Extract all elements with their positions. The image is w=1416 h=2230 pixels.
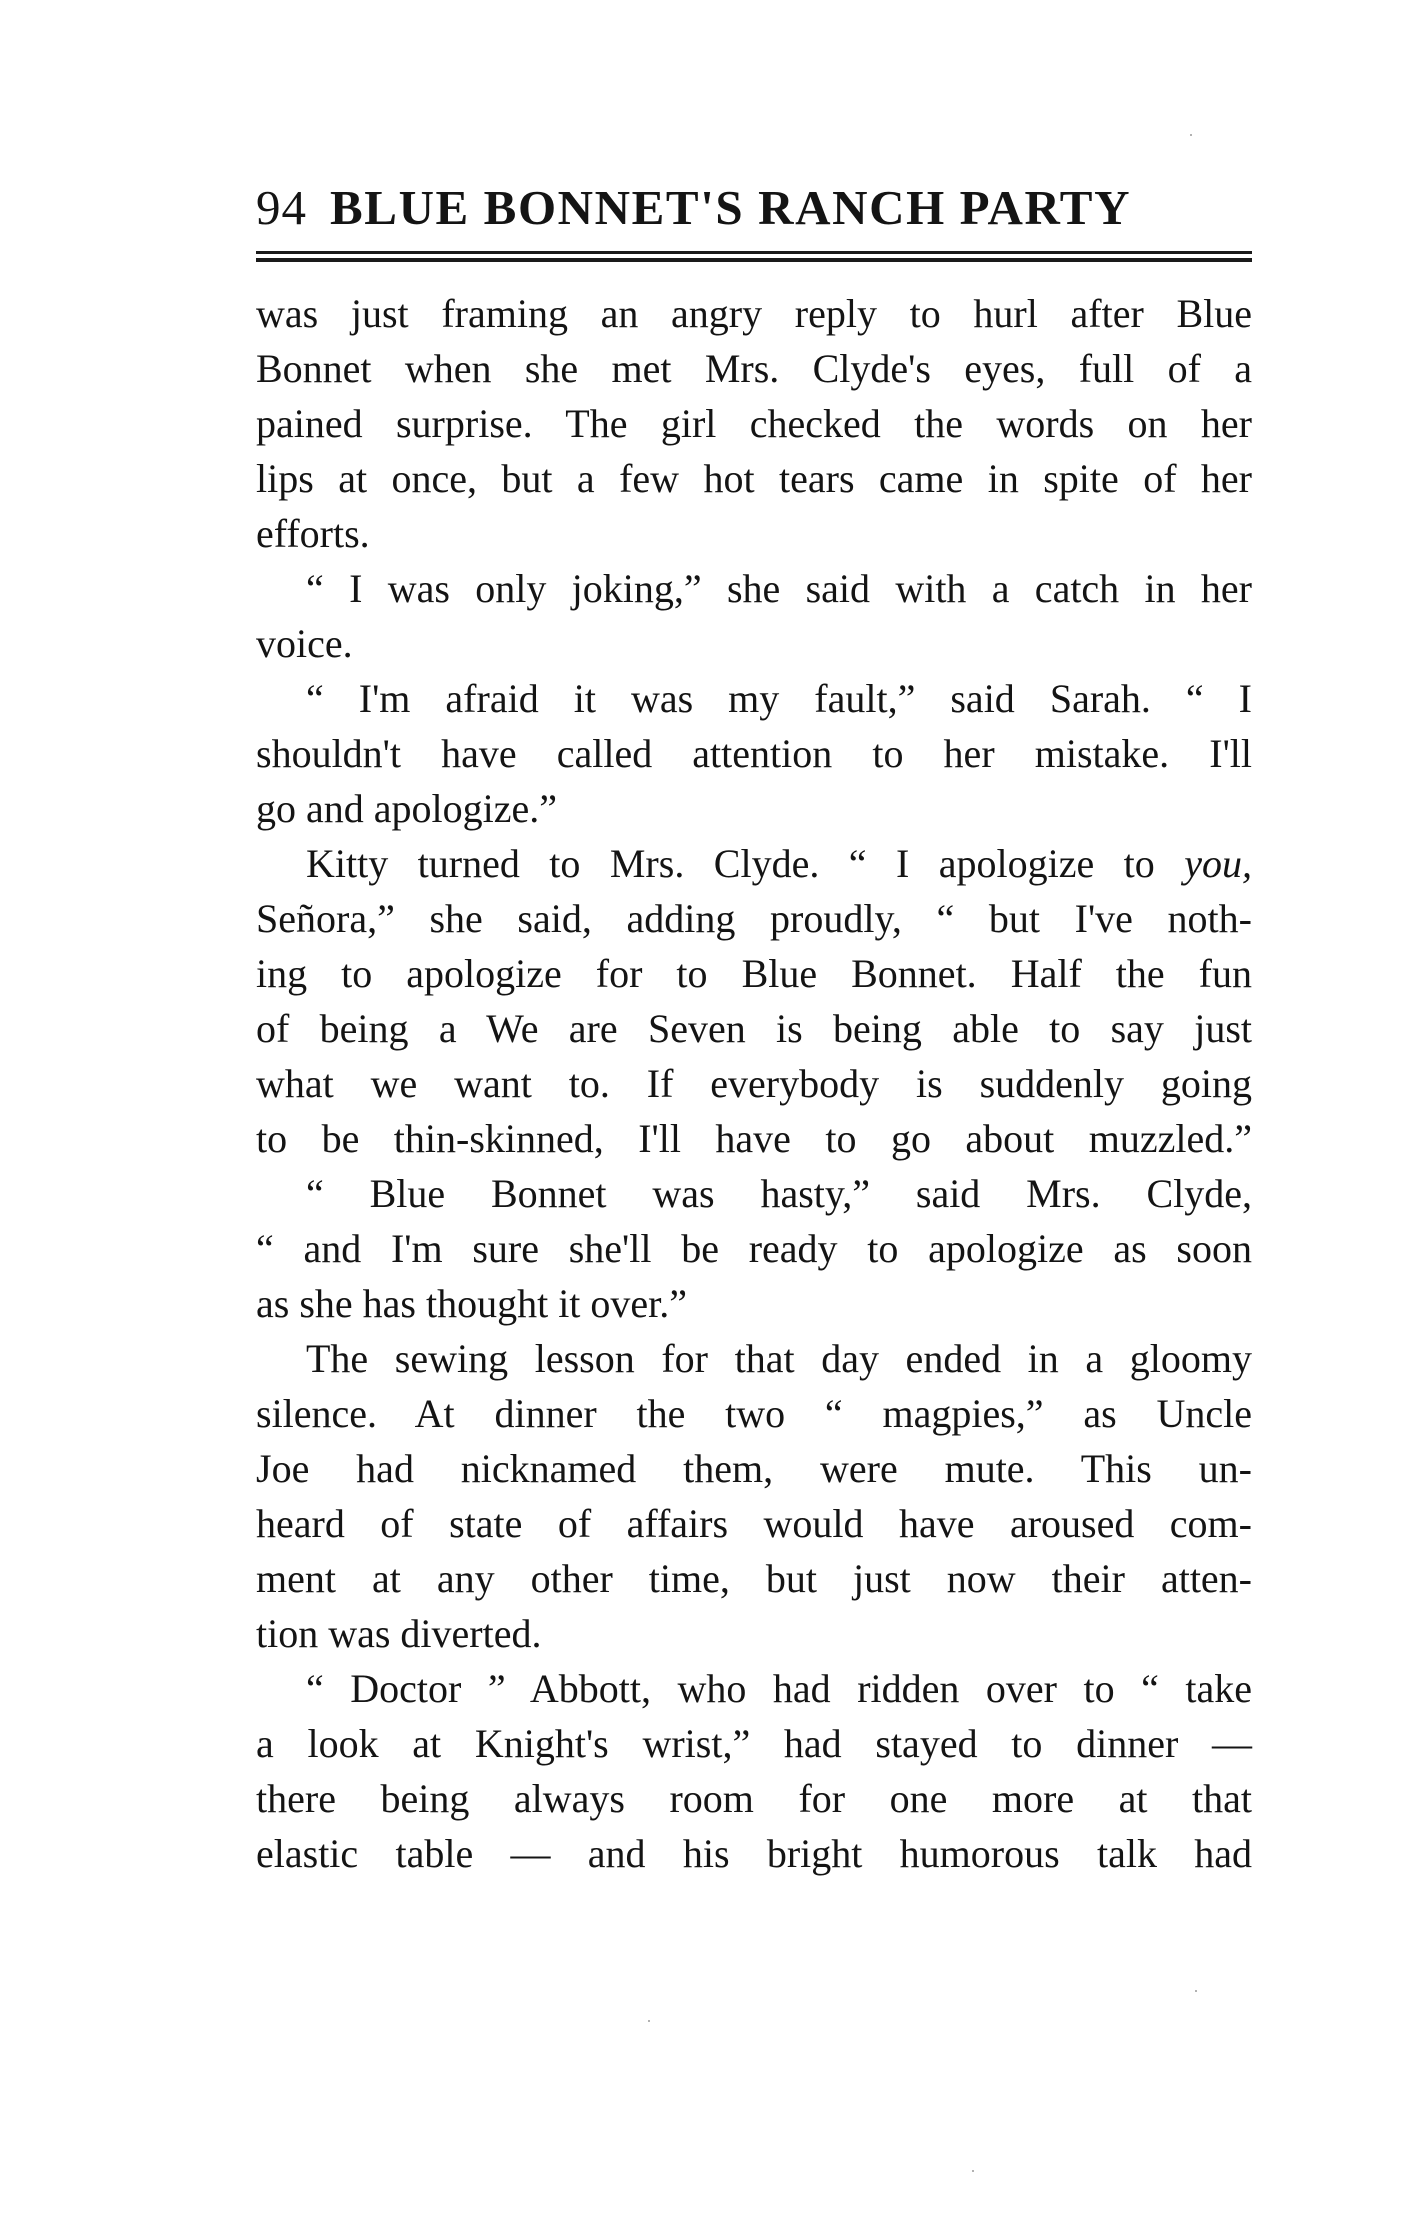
body-text <box>256 286 1252 1881</box>
text-line-content: “ Blue Bonnet was hasty,” said Mrs. Clyde, <box>306 1171 1252 1216</box>
text-line <box>256 1221 1252 1276</box>
text-line-content: Kitty turned to Mrs. Clyde. “ I apologize to you, <box>306 841 1252 886</box>
page-header <box>256 178 1252 238</box>
text-line-content: tion was diverted. <box>256 1611 542 1656</box>
text-line <box>256 1276 1252 1331</box>
text-line-content: “ and I'm sure she'll be ready to apologize as soon <box>256 1226 1252 1271</box>
text-line-content: voice. <box>256 621 353 666</box>
text-line <box>256 506 1252 561</box>
text-line <box>256 1496 1252 1551</box>
text-line-content: pained surprise. The girl checked the words on her <box>256 401 1252 446</box>
text-line-content: The sewing lesson for that day ended in a gloomy <box>306 1336 1252 1381</box>
text-line <box>256 1826 1252 1881</box>
text-line-content: “ I was only joking,” she said with a catch in her <box>306 566 1252 611</box>
text-line-content: “ Doctor ” Abbott, who had ridden over to “ take <box>306 1666 1252 1711</box>
text-line-content: “ I'm afraid it was my fault,” said Sarah. “ I <box>306 676 1252 721</box>
text-line-content: ing to apologize for to Blue Bonnet. Half the fun <box>256 951 1252 996</box>
text-line <box>256 616 1252 671</box>
text-line-content: ment at any other time, but just now their atten- <box>256 1556 1252 1601</box>
text-line <box>256 1166 1252 1221</box>
text-line <box>256 1606 1252 1661</box>
text-line-content: a look at Knight's wrist,” had stayed to dinner — <box>256 1721 1252 1766</box>
text-line-content: to be thin-skinned, I'll have to go about muzzled.” <box>256 1116 1252 1161</box>
text-line <box>256 781 1252 836</box>
paper-speck <box>1195 1990 1197 1992</box>
text-line <box>256 726 1252 781</box>
text-line-content: efforts. <box>256 511 370 556</box>
text-line <box>256 946 1252 1001</box>
text-line-content: of being a We are Seven is being able to say just <box>256 1006 1252 1051</box>
paper-speck <box>648 2020 650 2022</box>
text-line-content: what we want to. If everybody is suddenly going <box>256 1061 1252 1106</box>
text-line <box>256 561 1252 616</box>
text-line <box>256 1386 1252 1441</box>
text-line <box>256 1551 1252 1606</box>
text-line-content: heard of state of affairs would have aroused com- <box>256 1501 1252 1546</box>
text-line <box>256 1441 1252 1496</box>
text-line-content: shouldn't have called attention to her mistake. I'll <box>256 731 1252 776</box>
text-line <box>256 1716 1252 1771</box>
text-line <box>256 1771 1252 1826</box>
text-line <box>256 451 1252 506</box>
header-rule-thick <box>256 258 1252 262</box>
page-number: 94 <box>256 180 307 235</box>
text-line-content: as she has thought it over.” <box>256 1281 688 1326</box>
text-line-content: there being always room for one more at that <box>256 1776 1252 1821</box>
text-line <box>256 341 1252 396</box>
text-line-content: Bonnet when she met Mrs. Clyde's eyes, full of a <box>256 346 1252 391</box>
emphasis: you, <box>1184 841 1252 886</box>
text-line-content: Señora,” she said, adding proudly, “ but I've noth- <box>256 896 1252 941</box>
paper-speck <box>1190 134 1192 136</box>
text-line <box>256 836 1252 891</box>
text-line <box>256 1661 1252 1716</box>
text-line <box>256 671 1252 726</box>
text-line-content: was just framing an angry reply to hurl after Blue <box>256 291 1252 336</box>
paper-speck <box>972 2170 974 2172</box>
text-line <box>256 396 1252 451</box>
text-line-content: silence. At dinner the two “ magpies,” as Uncle <box>256 1391 1252 1436</box>
text-line-content: Joe had nicknamed them, were mute. This un- <box>256 1446 1252 1491</box>
text-line <box>256 1331 1252 1386</box>
running-title: BLUE BONNET'S RANCH PARTY <box>330 180 1132 235</box>
text-line <box>256 1001 1252 1056</box>
text-line-content: elastic table — and his bright humorous talk had <box>256 1831 1252 1876</box>
text-line-content: lips at once, but a few hot tears came in spite of her <box>256 456 1252 501</box>
text-line-content: go and apologize.” <box>256 786 557 831</box>
text-line <box>256 286 1252 341</box>
text-line <box>256 1111 1252 1166</box>
text-line <box>256 1056 1252 1111</box>
text-line <box>256 891 1252 946</box>
header-rule-thin <box>256 251 1252 254</box>
